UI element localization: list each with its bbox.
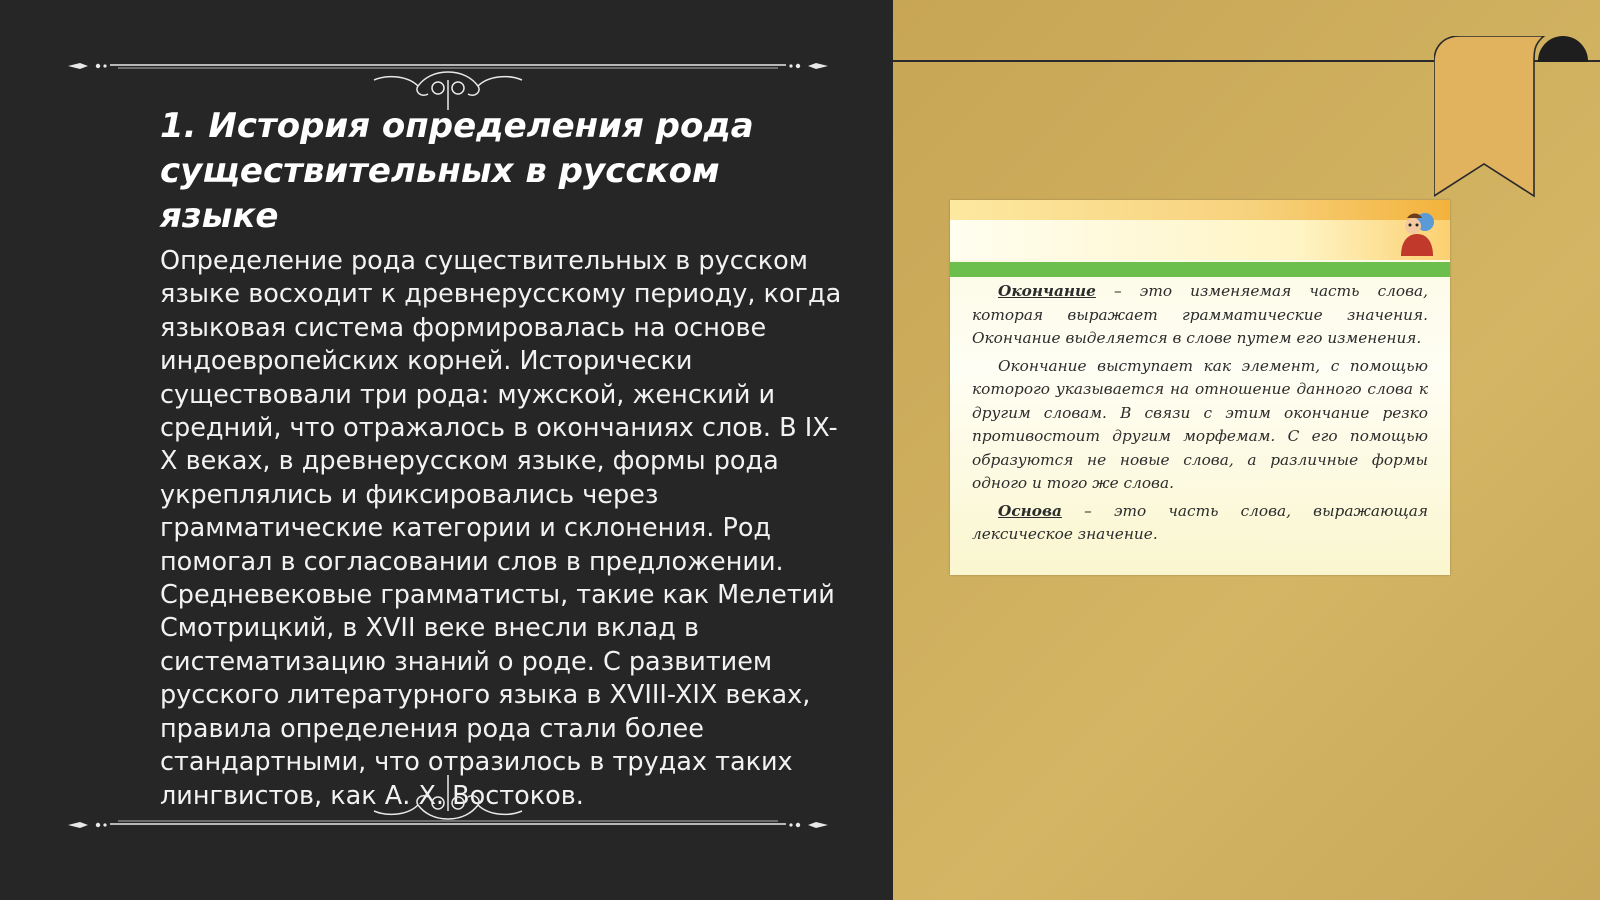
card-definitions [972,280,1428,551]
cartoon-figure-icon [1387,204,1445,260]
bookmark-ribbon [1434,36,1570,201]
term-ending: Окончание [998,282,1096,300]
definition-ending [972,280,1428,351]
slide-body-text: Определение рода существительных в русском языке восходит к древнерусскому периоду, когда языковая система формировалась на основе индоевропейских корней. Исторически существовали три рода: мужской, женский и средний, что отражалось в окончаниях слов. В IX-X веках, в древнерусском языке, формы рода укреплялись и фиксировались через грамматические категории и склонения. Род помогал в согласовании слов в предложении. Средневековые грамматисты, такие как Мелетий Смотрицкий, в XVII веке внесли вклад в систематизацию знаний о роде. С развитием русского литературного языка в XVIII-XIX веках, правила определения рода стали более стандартными, что отразилось в трудах таких лингвистов, как А. Х. Востоков. [160,246,842,811]
card-green-bar [950,262,1450,277]
definition-stem-text: – это часть слова, выражающая лексическое значение. [972,501,1428,543]
slide-title: 1. История определения рода существительных в русском языке [160,106,754,236]
definition-ending-text: – это изменяемая часть слова, которая выражает грамматические значения. Окончание выделяется в слове путем его изменения. [972,282,1428,347]
definition-ending-role: Окончание выступает как элемент, с помощью которого указывается на отношение данного слова к другим словам. В связи с этим окончание резко противостоит другим морфемам. С его помощью образуются не новые слова, а различные формы одного и того же слова. [972,356,1428,492]
card-header-strip [950,200,1450,220]
definition-card-image [950,200,1450,575]
ornament-divider-top [68,50,828,110]
term-stem: Основа [998,501,1062,520]
definition-stem [972,500,1428,547]
ornament-divider-bottom [68,775,828,835]
